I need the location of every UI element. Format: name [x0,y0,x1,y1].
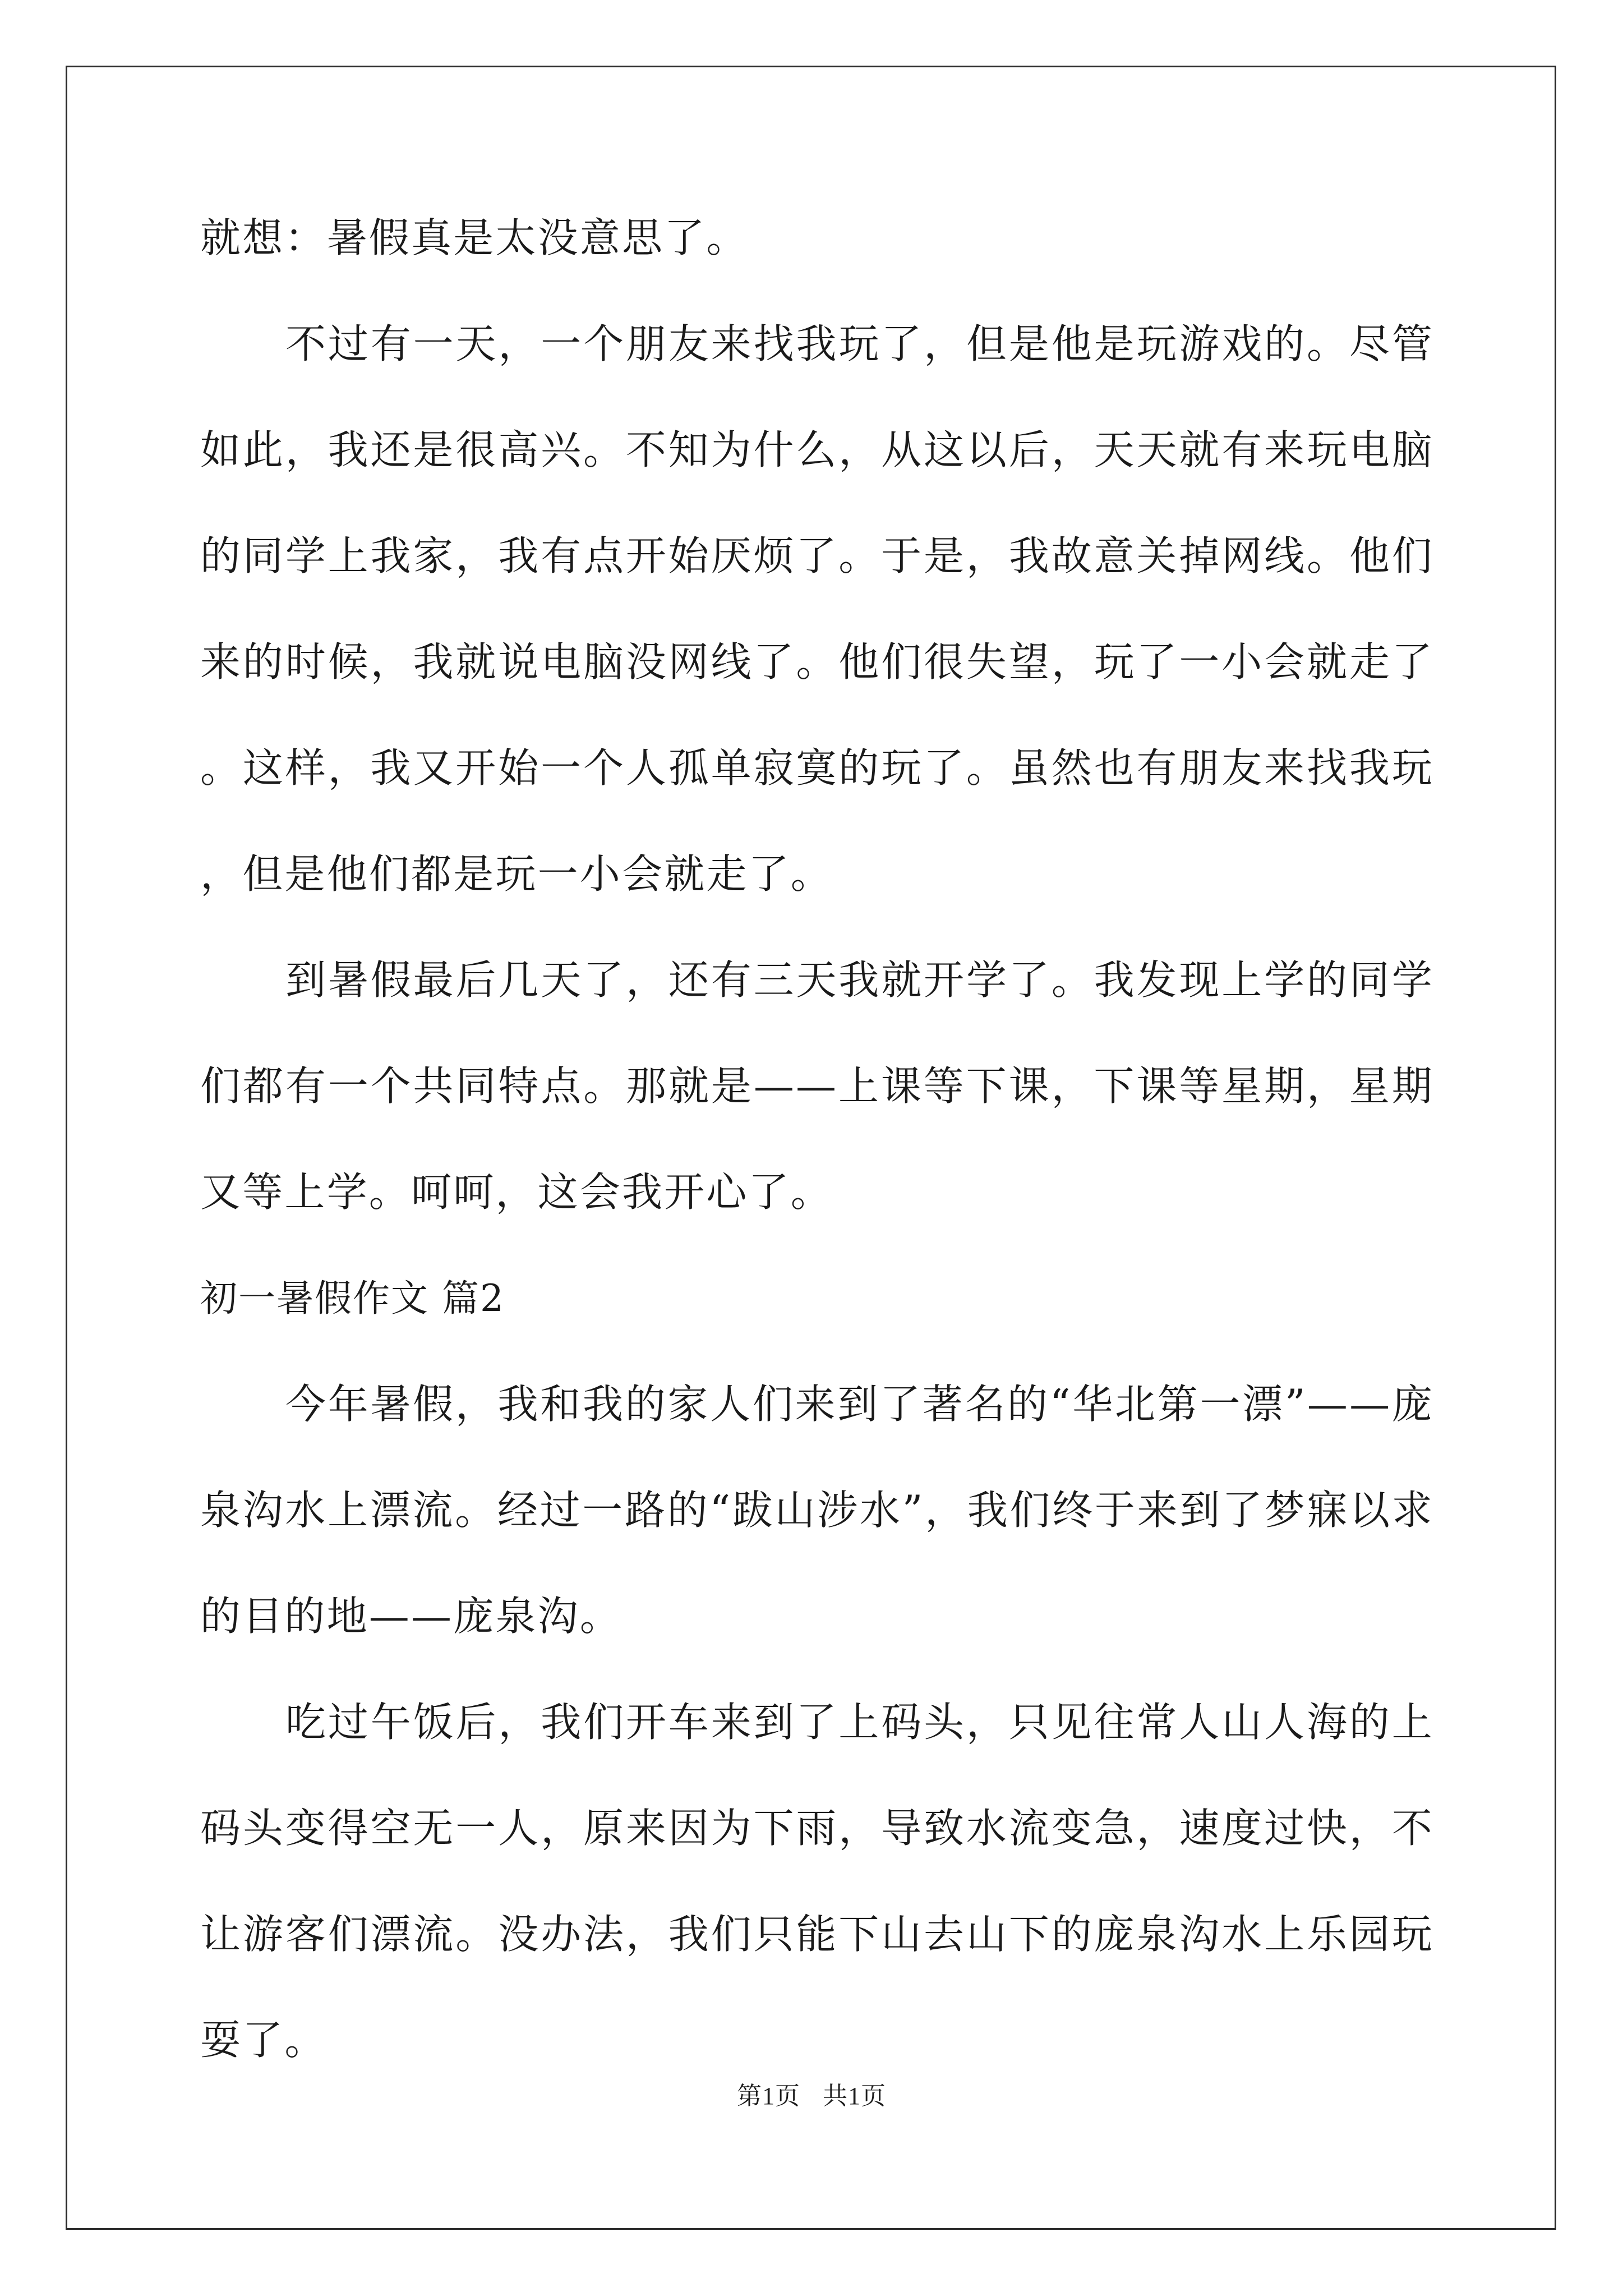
paragraph: 到暑假最后几天了，还有三天我就开学了。我发现上学的同学们都有一个共同特点。那就是——上课等下课，下课等星期，星期又等上学。呵呵，这会我开心了。 [200,956,1434,1216]
page-footer [0,2076,1623,2111]
paragraph: 吃过午饭后，我们开车来到了上码头，只见往常人山人海的上码头变得空无一人，原来因为下雨，导致水流变急，速度过快，不让游客们漂流。没办法，我们只能下山去山下的庞泉沟水上乐园玩耍了。 [200,1699,1434,2064]
section-heading: 初一暑假作文 篇2 [200,1277,505,1320]
paragraph-continued: 就想：暑假真是太没意思了。 [200,214,749,261]
paragraph: 今年暑假，我和我的家人们来到了著名的“华北第一漂”——庞泉沟水上漂流。经过一路的“跋山涉水”，我们终于来到了梦寐以求的目的地——庞泉沟。 [200,1381,1434,1640]
page-total: 共1页 [823,2082,886,2110]
document-body [200,185,1434,2093]
paragraph: 不过有一天，一个朋友来找我玩了，但是他是玩游戏的。尽管如此，我还是很高兴。不知为什么，从这以后，天天就有来玩电脑的同学上我家，我有点开始厌烦了。于是，我故意关掉网线。他们来的时候，我就说电脑没网线了。他们很失望，玩了一小会就走了。这样，我又开始一个人孤单寂寞的玩了。虽然也有朋友来找我玩，但是他们都是玩一小会就走了。 [200,320,1434,898]
page-number: 第1页 [737,2082,800,2110]
